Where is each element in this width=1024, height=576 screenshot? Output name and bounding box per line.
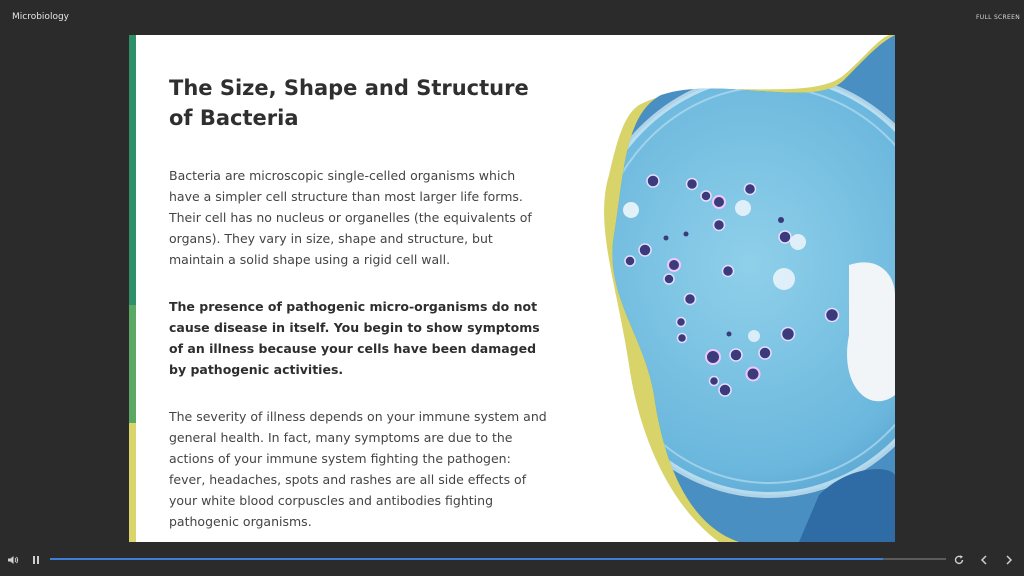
slide-title: The Size, Shape and Structure of Bacteria xyxy=(169,76,529,130)
pause-icon[interactable] xyxy=(31,554,41,566)
paragraph-1: Bacteria are microscopic single-celled organisms which have a simpler cell structure than most larger life forms. Their cell has no nucleus or organelles (the equivalents of organs). They vary in size, shape and structure, but maintain a solid shape using a rigid cell wall. xyxy=(169,168,532,267)
slide-text xyxy=(169,73,549,532)
progress-fill xyxy=(50,558,883,560)
accent-bar-yellow xyxy=(129,423,136,542)
top-bar xyxy=(0,0,1024,34)
volume-icon[interactable] xyxy=(7,554,19,566)
next-icon[interactable] xyxy=(1004,554,1014,566)
accent-bar-green xyxy=(129,35,136,305)
paragraph-3: The severity of illness depends on your immune system and general health. In fact, many symptoms are due to the actions of your immune system fighting the pathogen: fever, headaches, spots and rashes are all side effects of your white blood corpuscles and antibodies fighting pathogenic organisms. xyxy=(169,409,547,529)
paragraph-2-bold: The presence of pathogenic micro-organisms do not cause disease in itself. You begin to show symptoms of an illness because your cells have been damaged by pathogenic activities. xyxy=(169,299,540,377)
slide xyxy=(129,35,895,542)
app-title: Microbiology xyxy=(12,12,69,22)
accent-bar-light-green xyxy=(129,305,136,423)
petri-dish-image xyxy=(569,35,895,542)
replay-icon[interactable] xyxy=(953,554,965,566)
player-controls xyxy=(0,546,1024,576)
fullscreen-button[interactable]: FULL SCREEN xyxy=(976,14,1020,21)
progress-bar[interactable] xyxy=(50,558,946,560)
previous-icon[interactable] xyxy=(979,554,989,566)
